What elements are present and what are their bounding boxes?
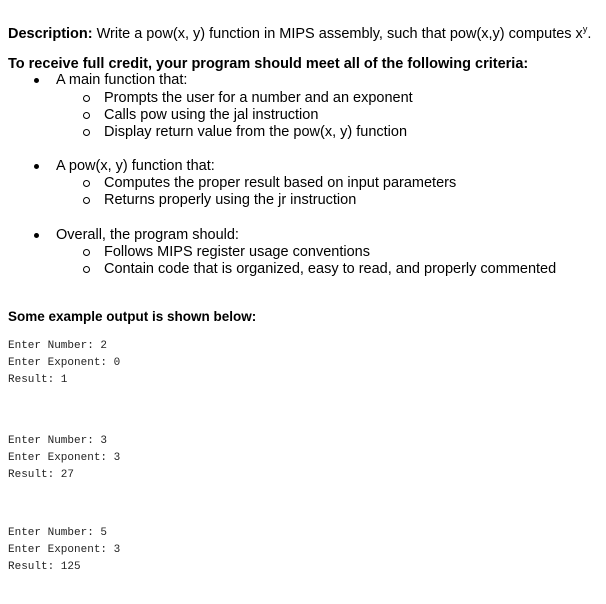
example-output-line: Enter Exponent: 3 <box>8 452 121 464</box>
example-output-line: Enter Number: 5 <box>8 527 108 539</box>
example-output-line: Enter Number: 2 <box>8 340 108 352</box>
criteria-item: Prompts the user for a number and an exponent <box>104 90 413 106</box>
criteria-item: Computes the proper result based on input parameters <box>104 175 457 191</box>
example-output-heading: Some example output is shown below: <box>8 309 257 324</box>
criteria-group-main: A main function that: <box>56 72 188 88</box>
description-line <box>8 20 591 43</box>
description-text: Write a pow(x, y) function in MIPS assembly, such that pow(x,y) computes x <box>92 26 583 42</box>
criteria-group-pow: A pow(x, y) function that: <box>56 158 215 174</box>
description-superscript: y <box>582 24 588 34</box>
criteria-item: Calls pow using the jal instruction <box>104 107 319 123</box>
criteria-item: Returns properly using the jr instruction <box>104 192 357 208</box>
criteria-item: Follows MIPS register usage conventions <box>104 244 370 260</box>
example-output-line: Result: 125 <box>8 561 81 573</box>
example-output-line: Enter Exponent: 3 <box>8 544 121 556</box>
criteria-item: Contain code that is organized, easy to read, and properly commented <box>104 261 557 277</box>
description-label: Description: <box>8 26 93 42</box>
example-output-line: Result: 27 <box>8 469 75 481</box>
example-output-line: Enter Exponent: 0 <box>8 357 121 369</box>
example-output-line: Result: 1 <box>8 374 68 386</box>
criteria-item: Display return value from the pow(x, y) function <box>104 124 408 140</box>
example-output-line: Enter Number: 3 <box>8 435 108 447</box>
criteria-heading: To receive full credit, your program should meet all of the following criteria: <box>8 56 529 72</box>
description-end: . <box>587 26 592 42</box>
criteria-group-overall: Overall, the program should: <box>56 227 239 243</box>
